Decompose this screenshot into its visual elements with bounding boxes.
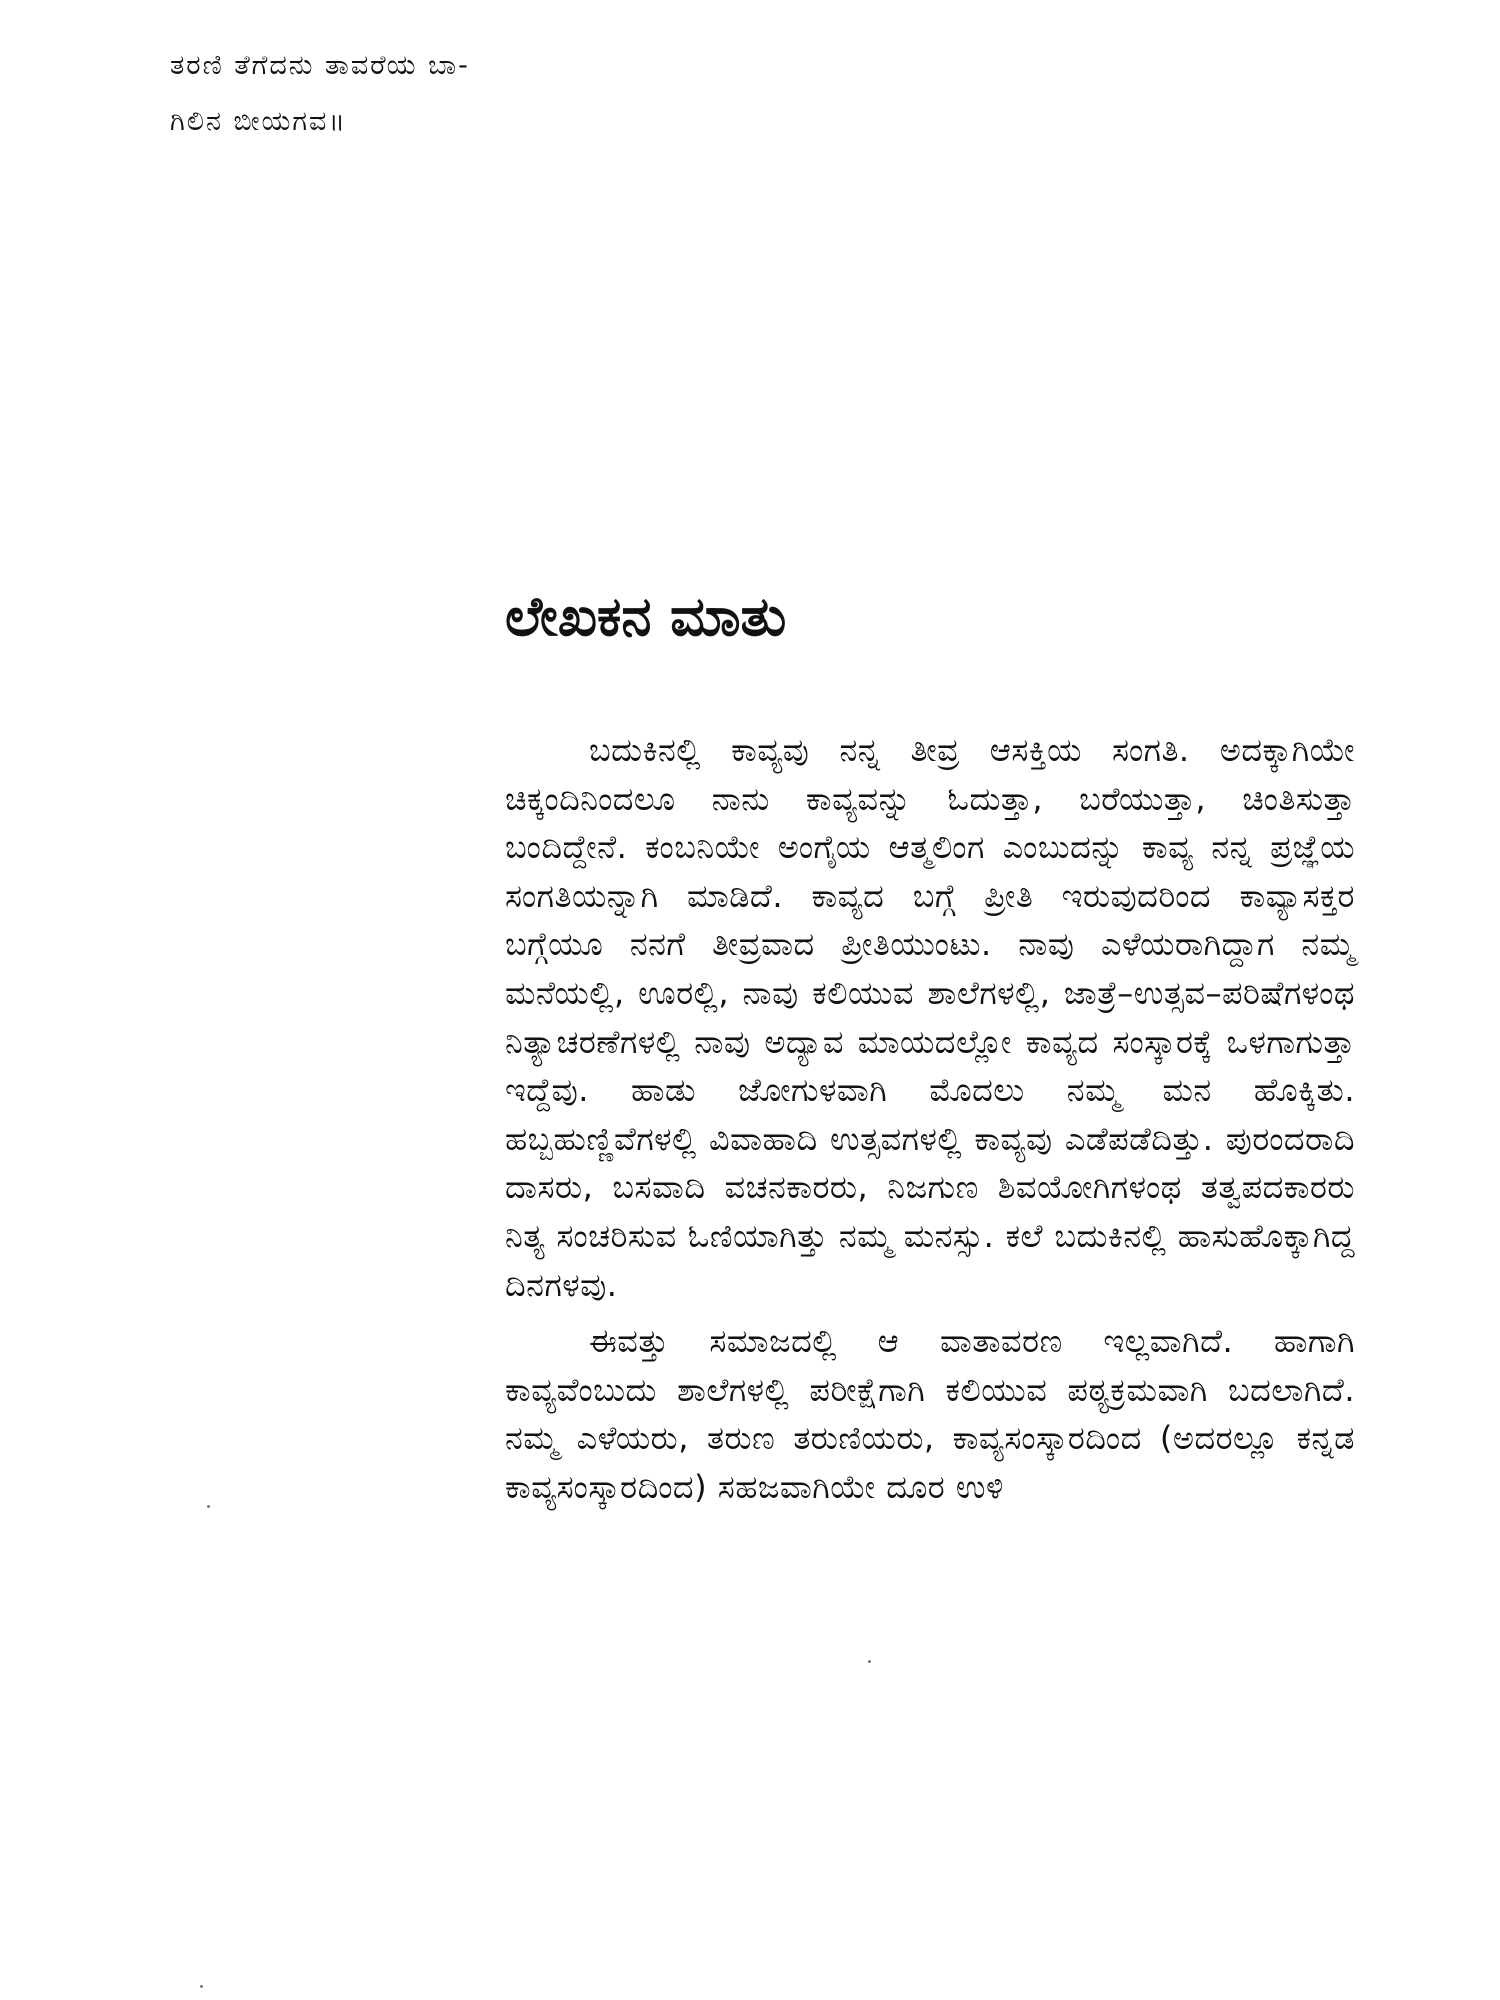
paragraph-1: ಬದುಕಿನಲ್ಲಿ ಕಾವ್ಯವು ನನ್ನ ತೀವ್ರ ಆಸಕ್ತಿಯ ಸಂಗತಿ. ಅದಕ್ಕಾಗಿಯೇ ಚಿಕ್ಕಂದಿನಿಂದಲೂ ನಾನು ಕಾವ್ಯವನ್ನು ಓದುತ್ತಾ, ಬರೆಯುತ್ತಾ, ಚಿಂತಿಸುತ್ತಾ ಬಂದಿದ್ದೇನೆ. ಕಂಬನಿಯೇ ಅಂಗೈಯ ಆತ್ಮಲಿಂಗ ಎಂಬುದನ್ನು ಕಾವ್ಯ ನನ್ನ ಪ್ರಜ್ಞೆಯ ಸಂಗತಿಯನ್ನಾಗಿ ಮಾಡಿದೆ. ಕಾವ್ಯದ ಬಗ್ಗೆ ಪ್ರೀತಿ ಇರುವುದರಿಂದ ಕಾವ್ಯಾಸಕ್ತರ ಬಗ್ಗೆಯೂ ನನಗೆ ತೀವ್ರವಾದ ಪ್ರೀತಿಯುಂಟು. ನಾವು ಎಳೆಯರಾಗಿದ್ದಾಗ ನಮ್ಮ ಮನೆಯಲ್ಲಿ, ಊರಲ್ಲಿ, ನಾವು ಕಲಿಯುವ ಶಾಲೆಗಳಲ್ಲಿ, ಜಾತ್ರೆ–ಉತ್ಸವ–ಪರಿಷೆಗಳಂಥ ನಿತ್ಯಾಚರಣೆಗಳಲ್ಲಿ ನಾವು ಅದ್ಯಾವ ಮಾಯದಲ್ಲೋ ಕಾವ್ಯದ ಸಂಸ್ಕಾರಕ್ಕೆ ಒಳಗಾಗುತ್ತಾ ಇದ್ದೆವು. ಹಾಡು ಜೋಗುಳವಾಗಿ ಮೊದಲು ನಮ್ಮ ಮನ ಹೊಕ್ಕಿತು. ಹಬ್ಬಹುಣ್ಣಿವೆಗಳಲ್ಲಿ ವಿವಾಹಾದಿ ಉತ್ಸವಗಳಲ್ಲಿ ಕಾವ್ಯವು ಎಡೆಪಡೆದಿತ್ತು. ಪುರಂದರಾದಿ ದಾಸರು, ಬಸವಾದಿ ವಚನಕಾರರು, ನಿಜಗುಣ ಶಿವಯೋಗಿಗಳಂಥ ತತ್ವಪದಕಾರರು ನಿತ್ಯ ಸಂಚರಿಸುವ ಓಣಿಯಾಗಿತ್ತು ನಮ್ಮ ಮನಸ್ಸು. ಕಲೆ ಬದುಕಿನಲ್ಲಿ ಹಾಸುಹೊಕ್ಕಾಗಿದ್ದ ದಿನಗಳವು.	[505, 731, 1355, 1304]
scan-speck	[868, 1660, 871, 1663]
paragraph-2: ಈವತ್ತು ಸಮಾಜದಲ್ಲಿ ಆ ವಾತಾವರಣ ಇಲ್ಲವಾಗಿದೆ. ಹಾಗಾಗಿ ಕಾವ್ಯವೆಂಬುದು ಶಾಲೆಗಳಲ್ಲಿ ಪರೀಕ್ಷೆಗಾಗಿ ಕಲಿಯುವ ಪಠ್ಯಕ್ರಮವಾಗಿ ಬದಲಾಗಿದೆ. ನಮ್ಮ ಎಳೆಯರು, ತರುಣ ತರುಣಿಯರು, ಕಾವ್ಯಸಂಸ್ಕಾರದಿಂದ (ಅದರಲ್ಲೂ ಕನ್ನಡ ಕಾವ್ಯಸಂಸ್ಕಾರದಿಂದ) ಸಹಜವಾಗಿಯೇ ದೂರ ಉಳಿ	[505, 1322, 1355, 1506]
body-text	[505, 726, 1355, 1520]
epigraph-line-2: ಗಿಲಿನ ಬೀಯಗವ॥	[170, 106, 347, 137]
scan-speck	[207, 1505, 210, 1508]
page-title: ಲೇಖಕನ ಮಾತು	[505, 585, 787, 648]
epigraph-line-1: ತರಣಿ ತೆಗೆದನು ತಾವರೆಯ ಬಾ-	[170, 50, 470, 81]
epigraph	[170, 38, 770, 150]
scan-speck	[200, 1985, 203, 1988]
